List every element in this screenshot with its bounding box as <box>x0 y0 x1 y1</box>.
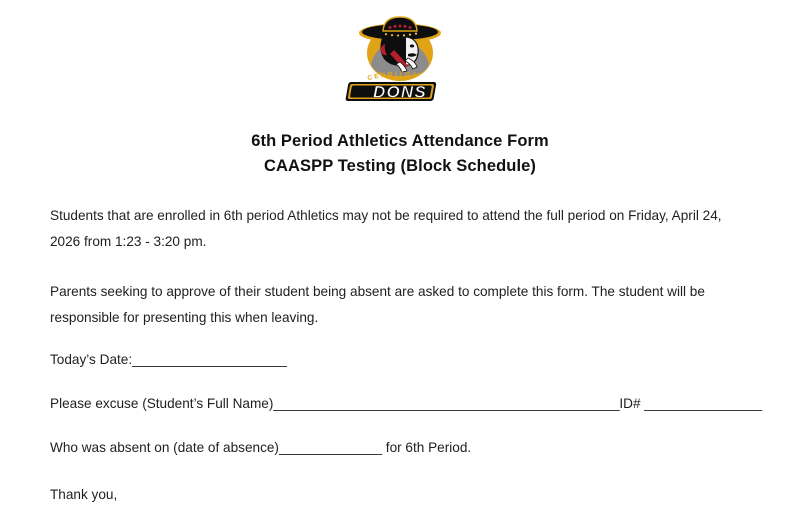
absence-date-label: Who was absent on (date of absence) <box>50 440 279 455</box>
student-name-label: Please excuse (Student’s Full Name) <box>50 396 274 411</box>
field-absence-date[interactable] <box>50 438 750 458</box>
todays-date-label: Today’s Date: <box>50 352 133 367</box>
form-fields <box>50 350 763 505</box>
logo-wordmark-text: DONS <box>373 82 427 102</box>
absence-date-blank[interactable]: ______________ <box>278 440 383 455</box>
title-line-1: 6th Period Athletics Attendance Form <box>251 132 549 150</box>
logo-school-text: CERRITOS <box>366 70 420 83</box>
student-name-blank[interactable]: _______________________________________________ <box>273 396 620 411</box>
body-paragraph-2: Parents seeking to approve of their student being absent are asked to complete this form. The student will be responsible for presenting this when leaving. <box>50 284 705 325</box>
document-body <box>50 203 726 330</box>
field-todays-date[interactable] <box>50 350 750 370</box>
absence-date-suffix: for 6th Period. <box>382 440 472 455</box>
title-line-2: CAASPP Testing (Block Schedule) <box>263 157 537 175</box>
todays-date-blank[interactable]: _____________________ <box>132 352 287 367</box>
field-student-name[interactable] <box>50 394 763 414</box>
closing-text: Thank you, <box>50 487 118 502</box>
svg-text:CERRITOS <box>367 71 419 82</box>
student-id-blank[interactable]: ________________ <box>644 396 763 411</box>
student-id-label: ID# <box>619 396 641 411</box>
document-title <box>0 129 800 179</box>
logo-container <box>0 6 800 102</box>
body-paragraph-1: Students that are enrolled in 6th period Athletics may not be required to attend the full period on Friday, April 24, 2026 from 1:23 - 3:20 pm. <box>50 208 722 249</box>
cerritos-dons-logo <box>338 6 462 102</box>
